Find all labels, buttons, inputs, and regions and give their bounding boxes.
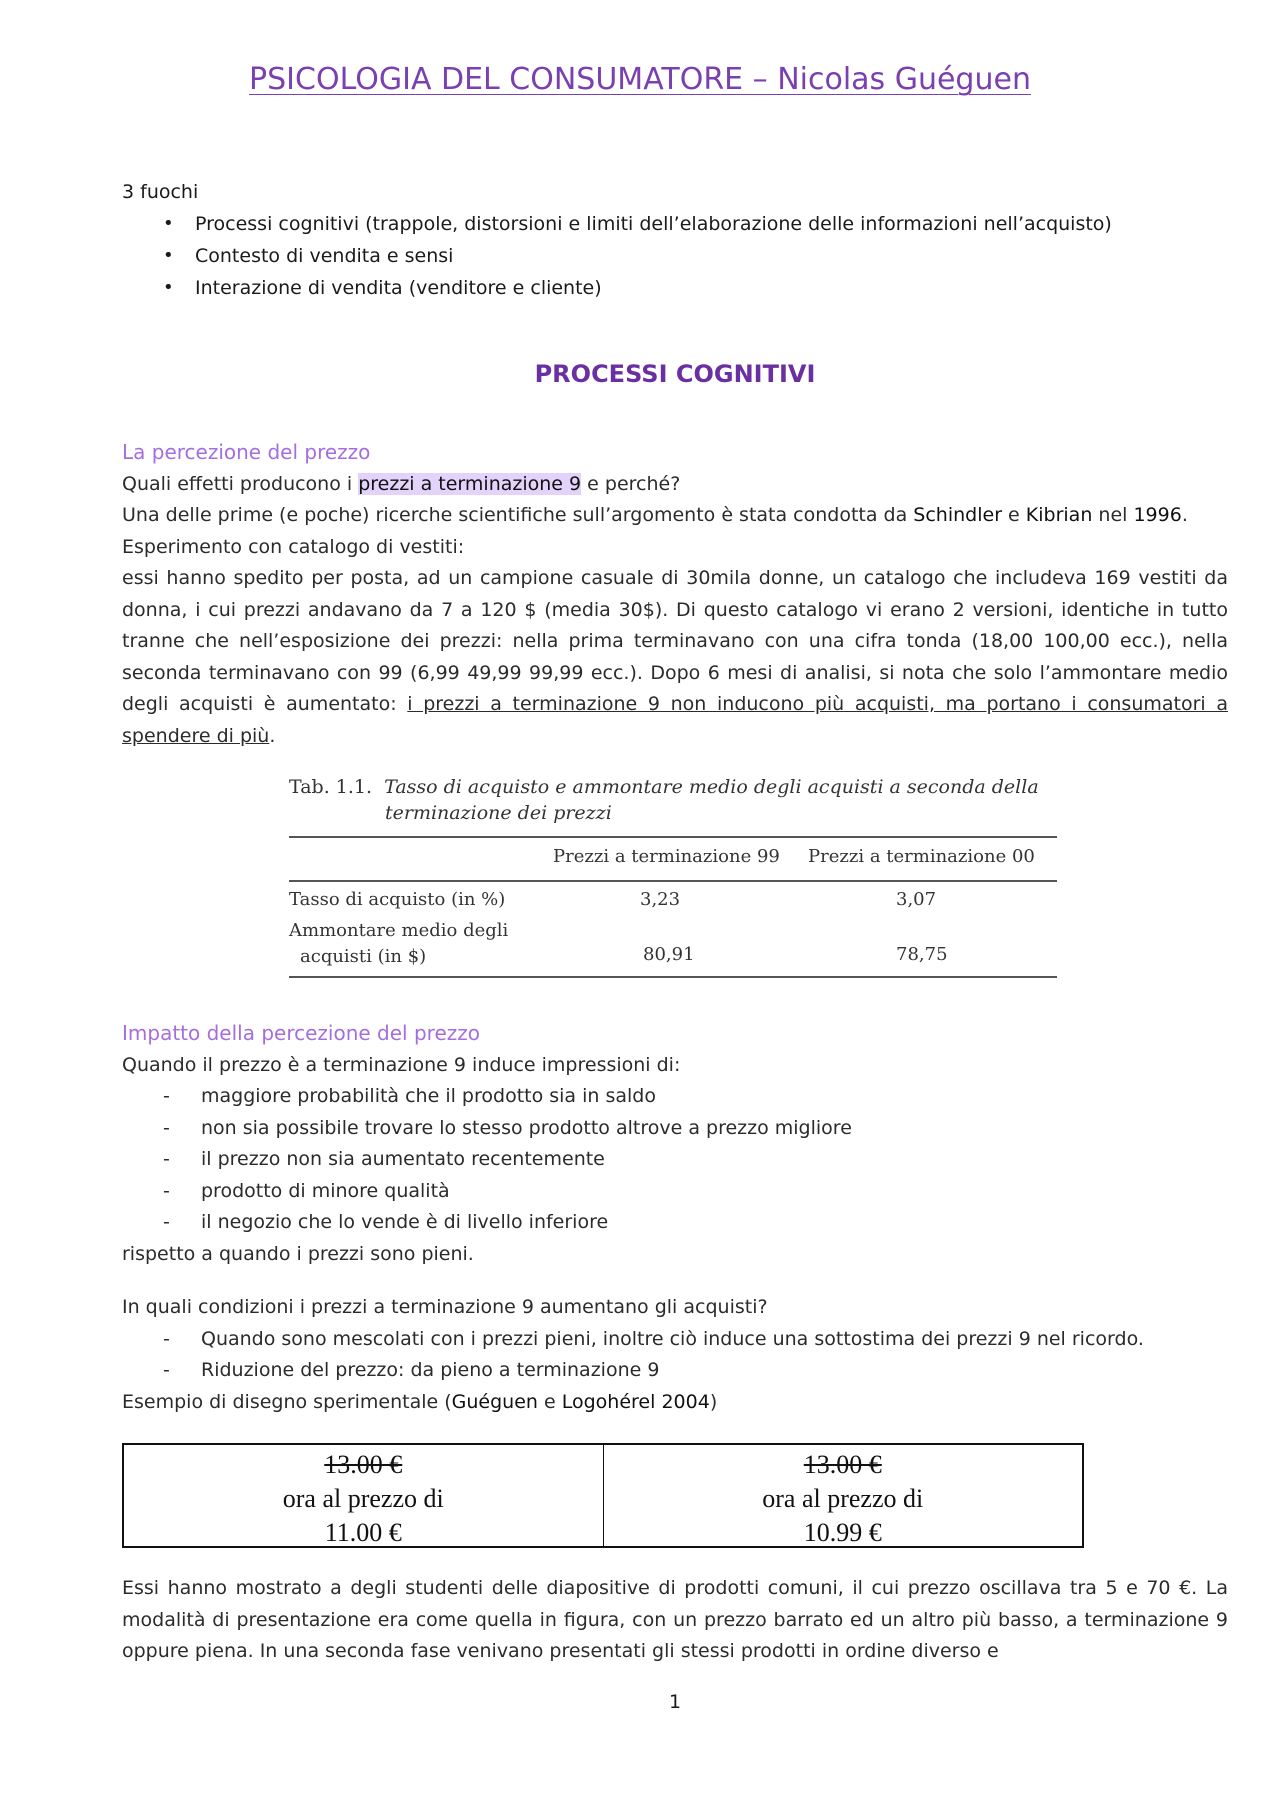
table-caption-label: Tab. 1.1.	[289, 776, 373, 798]
table-caption-line: Tasso di acquisto e ammontare medio degli acquisti a seconda della	[384, 776, 1039, 798]
author-name: Schindler	[913, 504, 1003, 526]
impact-closing: rispetto a quando i prezzi sono pieni.	[122, 1242, 474, 1265]
focus-item: • Interazione di vendita (venditore e cliente)	[120, 272, 1112, 304]
table-caption	[289, 774, 1039, 826]
connector: nel	[1092, 504, 1134, 526]
page-number: 1	[668, 1691, 682, 1713]
new-price: 11.00 €	[324, 1518, 402, 1547]
price-caption: ora al prezzo di	[762, 1484, 924, 1513]
impact-item: - il negozio che lo vende è di livello inferiore	[122, 1207, 1228, 1239]
old-price: 13.00 €	[803, 1450, 882, 1479]
price-perception-section	[122, 437, 1228, 752]
final-paragraph: Essi hanno mostrato a degli studenti delle diapositive di prodotti comuni, il cui prezzo oscillava tra 5 e 70 €. La modalità di presentazione era come quella in figura, con un prezzo barrato ed un altro più basso, a terminazione 9 oppure piena. In una seconda fase venivano presentati gli stessi prodotti in ordine diverso e	[122, 1577, 1228, 1662]
impact-question: In quali condizioni i prezzi a terminazione 9 aumentano gli acquisti?	[122, 1296, 768, 1318]
study-year: 1996	[1133, 504, 1182, 526]
price-example-box	[122, 1443, 1084, 1548]
author-name: Kibrian	[1025, 504, 1093, 526]
new-price: 10.99 €	[803, 1518, 882, 1547]
impact-section	[122, 1018, 1228, 1418]
impact-lead: Quando il prezzo è a terminazione 9 induce impressioni di:	[122, 1053, 681, 1076]
table-row-label	[289, 918, 508, 970]
author-name: Guéguen	[451, 1390, 538, 1413]
question-line	[122, 469, 1228, 501]
question-end: e perché?	[581, 472, 681, 495]
focus-item: • Contesto di vendita e sensi	[120, 240, 1112, 272]
focus-item: • Processi cognitivi (trappole, distorsioni e limiti dell’elaborazione delle informazioni nell’acquisto)	[120, 208, 1112, 240]
table-cell: 80,91	[643, 944, 695, 965]
table-caption-line: terminazione dei prezzi	[385, 802, 612, 824]
example-text: Esempio di disegno sperimentale (	[122, 1390, 452, 1413]
experiment-text: essi hanno spedito per posta, ad un campione casuale di 30mila donne, un catalogo che includeva 169 vestiti da donna, i cui prezzi andavano da 7 a 120 $ (media 30$). Di questo catalogo vi erano 2 versioni, identiche in tutto tranne che nell’esposizione dei prezzi: nella prima terminavano con una cifra tonda (18,00 100,00 ecc.), nella seconda terminavano con 99 (6,99 49,99 99,99 ecc.). Dopo 6 mesi di analisi, si nota che solo l’ammontare medio degli acquisti è aumentato:	[122, 567, 1228, 715]
price-cell-nine	[603, 1445, 1083, 1546]
impact-item: - prodotto di minore qualità	[122, 1176, 1228, 1208]
punctuation: .	[269, 724, 276, 747]
table-rule	[289, 836, 1057, 838]
subheading-impact: Impatto della percezione del prezzo	[122, 1021, 480, 1045]
punctuation: )	[709, 1390, 718, 1413]
impact-item: - non sia possibile trovare lo stesso prodotto altrove a prezzo migliore	[122, 1113, 1228, 1145]
condition-item: - Quando sono mescolati con i prezzi pieni, inoltre ciò induce una sottostima dei prezzi 9 nel ricordo.	[122, 1324, 1228, 1356]
section-title: PROCESSI COGNITIVI	[534, 360, 816, 388]
study-text: Una delle prime (e poche) ricerche scientifiche sull’argomento è stata condotta da	[122, 504, 914, 526]
highlighted-phrase: prezzi a terminazione 9	[358, 472, 582, 495]
table-cell: 3,23	[640, 889, 681, 910]
example-line	[122, 1387, 1228, 1419]
price-cell-round	[124, 1445, 603, 1546]
old-price: 13.00 €	[324, 1450, 403, 1479]
punctuation: .	[1181, 504, 1188, 526]
table-header: Prezzi a terminazione 00	[808, 846, 1035, 867]
table-cell: 3,07	[896, 889, 937, 910]
price-caption: ora al prezzo di	[282, 1484, 444, 1513]
impact-item: - il prezzo non sia aumentato recentemente	[122, 1144, 1228, 1176]
document-title: PSICOLOGIA DEL CONSUMATORE – Nicolas Guéguen	[249, 62, 1031, 97]
impact-item: - maggiore probabilità che il prodotto sia in saldo	[122, 1081, 1228, 1113]
experiment-conclusion: i prezzi a terminazione 9 non inducono più acquisti, ma portano i consumatori a spendere di più	[122, 693, 1228, 747]
table-cell: 78,75	[896, 944, 948, 965]
table-rule	[289, 880, 1057, 882]
conjunction: e	[1002, 504, 1026, 526]
subheading-price-perception: La percezione del prezzo	[122, 440, 371, 464]
experiment-paragraph	[122, 563, 1228, 752]
question-text: Quali effetti producono i	[122, 472, 359, 495]
intro-label: 3 fuochi	[122, 181, 199, 203]
table-row-label: Tasso di acquisto (in %)	[289, 889, 506, 910]
condition-item: - Riduzione del prezzo: da pieno a terminazione 9	[122, 1355, 1228, 1387]
experiment-label: Esperimento con catalogo di vestiti:	[122, 535, 465, 558]
study-line	[122, 500, 1228, 532]
table-row-label-line: Ammontare medio degli	[289, 920, 509, 941]
table-header: Prezzi a terminazione 99	[553, 846, 780, 867]
conjunction: e	[537, 1390, 562, 1413]
intro-block	[122, 176, 1112, 304]
author-name: Logohérel	[561, 1390, 656, 1413]
study-year: 2004	[655, 1390, 710, 1413]
table-rule	[289, 976, 1057, 978]
table-row-label-line: acquisti (in $)	[300, 946, 427, 967]
